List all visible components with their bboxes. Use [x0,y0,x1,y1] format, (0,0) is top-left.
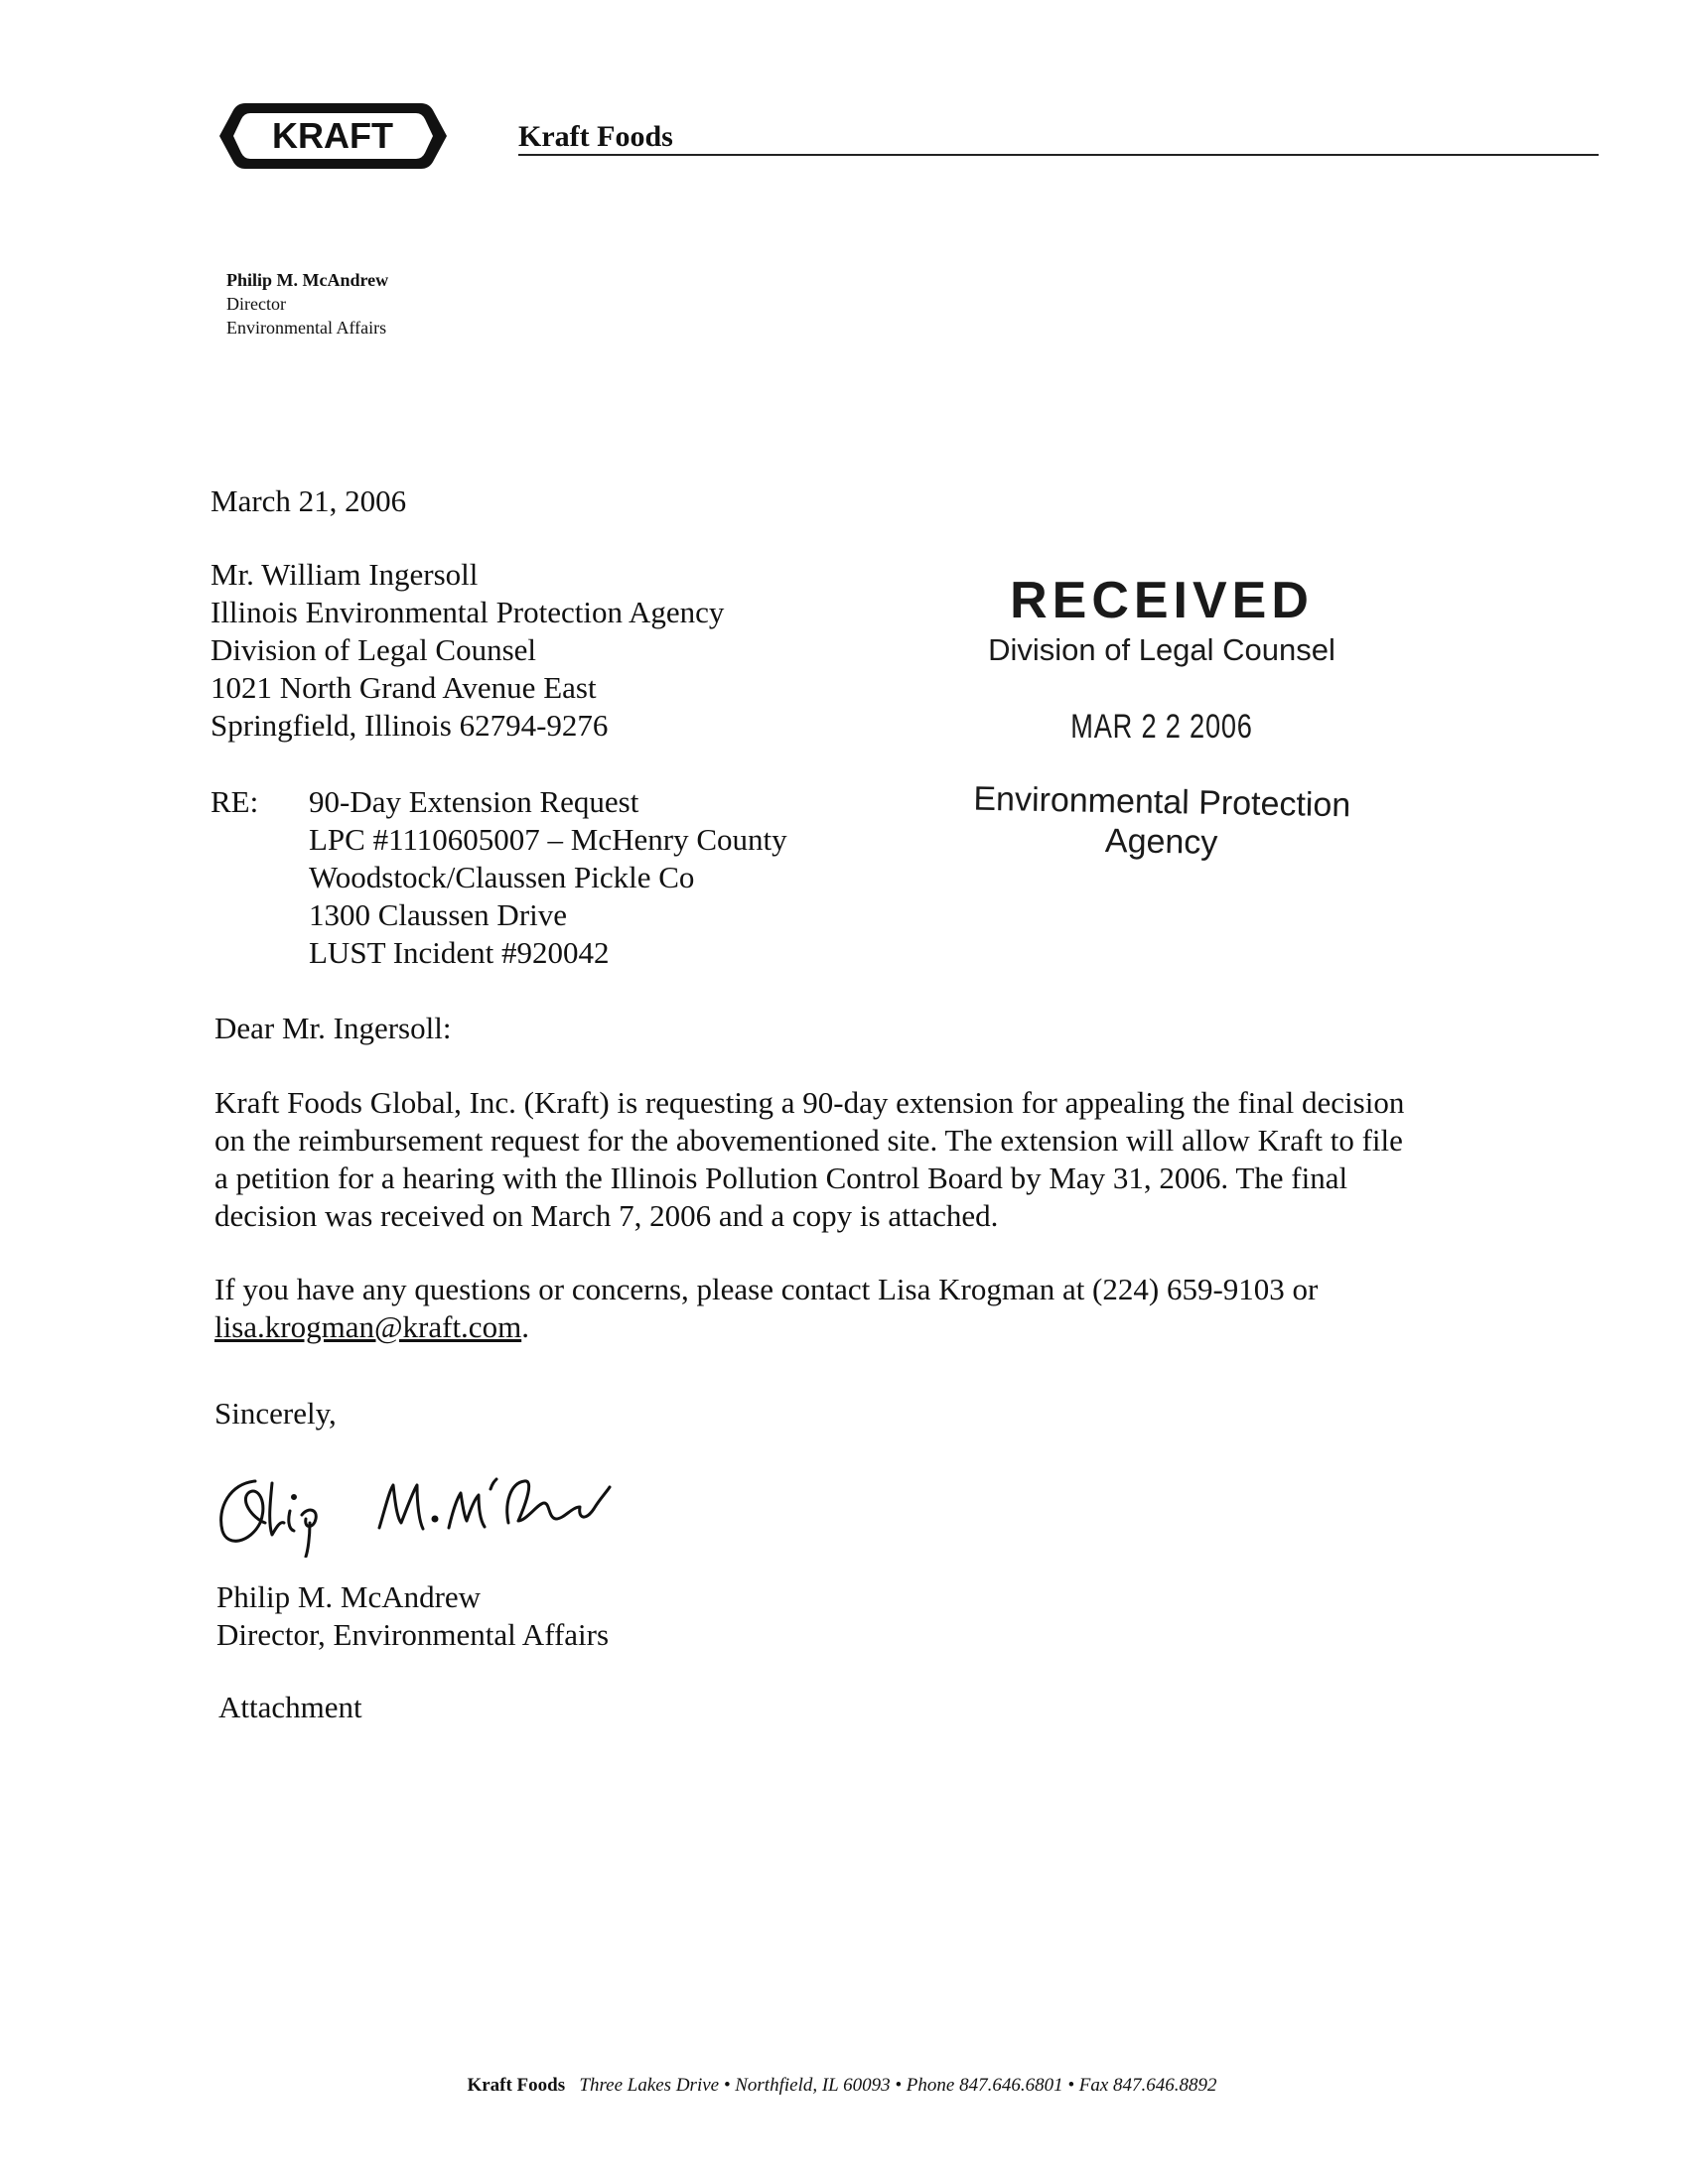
recipient-line: Division of Legal Counsel [210,632,537,667]
header-rule [518,154,1599,156]
re-line: 90-Day Extension Request [309,784,639,819]
paragraph-line [214,1308,1505,1346]
paragraph-line: decision was received on March 7, 2006 and a copy is attached. [214,1198,999,1233]
signoff-block [216,1578,609,1654]
recipient-address [210,556,724,745]
re-line: Woodstock/Claussen Pickle Co [309,860,695,894]
stamp-agency-line: Environmental Protection [973,779,1351,825]
paragraph-line: on the reimbursement request for the abovementioned site. The extension will allow Kraft to file [214,1123,1403,1158]
paragraph-line: If you have any questions or concerns, please contact Lisa Krogman at (224) 659-9103 or [214,1272,1319,1306]
stamp-agency-line: Agency [1104,822,1218,862]
stamp-title: RECEIVED [1010,572,1314,629]
contact-email-link[interactable]: lisa.krogman@kraft.com [214,1309,522,1344]
footer-address: Three Lakes Drive • Northfield, IL 60093 • Phone 847.646.6801 • Fax 847.646.8892 [579,2075,1217,2096]
stamp-date: MAR 2 2 2006 [1070,708,1253,746]
signoff-title: Director, Environmental Affairs [216,1617,610,1652]
sender-block [226,268,388,340]
body-paragraph-1 [214,1084,1505,1235]
email-period: . [521,1309,529,1344]
handwritten-signature [210,1463,707,1558]
footer-company: Kraft Foods [467,2075,566,2096]
recipient-line: Illinois Environmental Protection Agency [210,595,725,629]
paragraph-line: a petition for a hearing with the Illinois Pollution Control Board by May 31, 2006. The final [214,1160,1348,1195]
recipient-line: 1021 North Grand Avenue East [210,670,597,705]
body-paragraph-2 [214,1271,1505,1346]
paragraph-line: Kraft Foods Global, Inc. (Kraft) is requesting a 90-day extension for appealing the final decision [214,1085,1405,1120]
re-line: 1300 Claussen Drive [309,897,568,932]
re-label: RE: [210,784,259,819]
sender-title: Director [226,294,286,314]
recipient-line: Mr. William Ingersoll [210,557,479,592]
signoff-name: Philip M. McAndrew [216,1579,482,1614]
received-stamp [923,571,1400,862]
sender-department: Environmental Affairs [226,318,387,338]
attachment-note: Attachment [218,1690,362,1724]
re-block [309,783,787,972]
stamp-division: Division of Legal Counsel [988,632,1335,667]
kraft-logo-text: KRAFT [272,115,393,156]
sender-name: Philip M. McAndrew [226,270,389,290]
company-name: Kraft Foods [518,120,673,153]
re-line: LPC #1110605007 – McHenry County [309,822,787,857]
recipient-line: Springfield, Illinois 62794-9276 [210,708,609,743]
re-line: LUST Incident #920042 [309,935,610,970]
closing: Sincerely, [214,1396,337,1431]
letter-date: March 21, 2006 [210,483,407,518]
salutation: Dear Mr. Ingersoll: [214,1011,452,1045]
stamp-agency [922,778,1400,866]
letterhead-footer [0,2075,1684,2097]
kraft-logo [217,100,449,172]
